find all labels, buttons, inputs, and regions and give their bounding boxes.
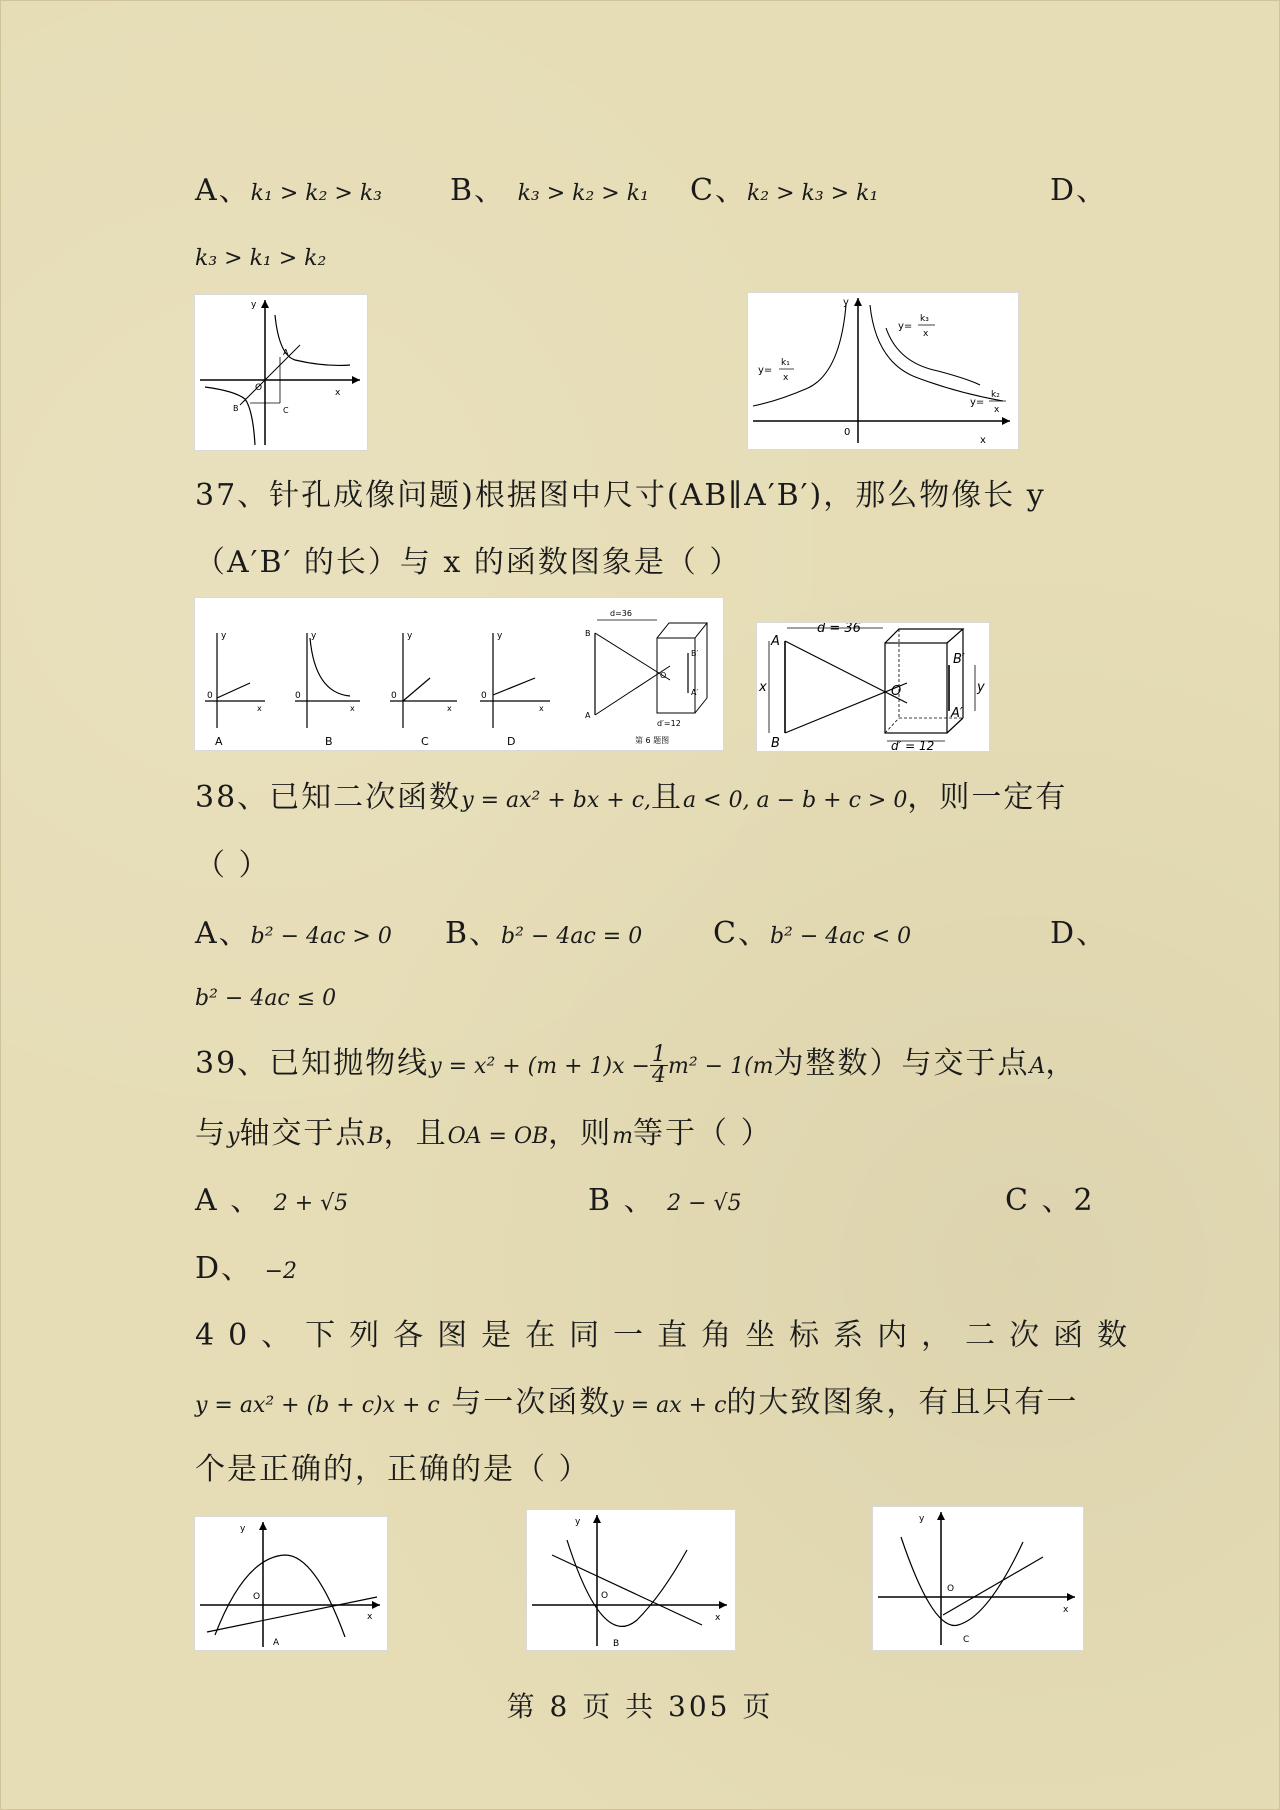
svg-text:第 6 题图: 第 6 题图	[635, 736, 670, 745]
q39-option-d-row: D、 −2	[195, 1251, 298, 1286]
svg-text:A: A	[215, 735, 223, 748]
svg-text:0: 0	[207, 691, 213, 701]
svg-text:B: B	[325, 735, 333, 748]
graph-option-b	[295, 631, 360, 748]
graph-option-a	[205, 631, 265, 748]
q40-figure-c	[873, 1507, 1083, 1650]
graph-option-a	[195, 1517, 387, 1650]
svg-text:O: O	[660, 671, 667, 680]
q39-option-a: A 、 2 + √5	[195, 1183, 349, 1218]
three-hyperbolas-diagram	[748, 293, 1018, 449]
svg-text:O: O	[601, 1591, 609, 1601]
label-y: y	[977, 680, 985, 695]
svg-text:0: 0	[295, 691, 301, 701]
svg-text:y: y	[311, 631, 317, 641]
q37-figure-options	[195, 598, 723, 750]
svg-text:O: O	[253, 1592, 261, 1602]
origin-label: 0	[844, 427, 851, 438]
q38-option-b: B、b² − 4ac = 0	[445, 916, 643, 951]
svg-text:y: y	[575, 1517, 581, 1527]
svg-text:k₃: k₃	[920, 314, 929, 324]
point-label-a: A	[283, 348, 289, 357]
svg-text:x: x	[715, 1613, 721, 1623]
axis-label-x: x	[335, 388, 341, 398]
svg-text:y: y	[240, 1524, 246, 1534]
svg-text:0: 0	[391, 691, 397, 701]
q36-option-c: C、k₂ > k₃ > k₁	[690, 173, 879, 208]
svg-text:A: A	[585, 711, 591, 720]
svg-text:y: y	[407, 631, 413, 641]
point-label-b: B	[233, 404, 239, 413]
svg-text:y=: y=	[758, 365, 773, 376]
q38-line-1: 38、已知二次函数y = ax² + bx + c,且a < 0, a − b + c > 0，则一定有	[195, 780, 1068, 815]
q37-line-1: 37、针孔成像问题)根据图中尺寸(AB∥A′B′)，那么物像长 y	[195, 478, 1046, 513]
q38-option-d: D、	[1050, 916, 1109, 951]
axis-label-x: x	[980, 435, 986, 446]
q36-option-d: D、	[1050, 173, 1109, 208]
label-d12: d′ = 12	[891, 739, 935, 751]
q40-line-3: 个是正确的，正确的是（ ）	[195, 1452, 591, 1487]
q38-option-d-math: b² − 4ac ≤ 0	[195, 986, 337, 1011]
graph-option-d	[480, 631, 550, 748]
label-a: A	[771, 634, 780, 649]
svg-text:y: y	[221, 631, 227, 641]
svg-text:x: x	[539, 704, 544, 713]
label-x: x	[759, 680, 767, 695]
svg-text:0: 0	[481, 691, 487, 701]
svg-text:B′: B′	[691, 649, 699, 658]
q39-option-c: C 、2	[1005, 1183, 1095, 1218]
label-k1	[758, 358, 794, 383]
svg-text:C: C	[963, 1635, 970, 1645]
graph-option-c	[390, 631, 457, 748]
q36-option-a: A、k₁ > k₂ > k₃	[195, 173, 382, 208]
label-d36: d = 36	[817, 623, 861, 636]
label-b-prime: B′	[953, 652, 965, 667]
q39-line-2: 与y轴交于点B，且OA = OB，则m等于（ ）	[195, 1116, 773, 1151]
label-a-prime: A′	[951, 706, 963, 721]
point-label-c: C	[283, 406, 289, 415]
svg-text:x: x	[447, 704, 452, 713]
svg-text:A: A	[273, 1638, 280, 1648]
label-b: B	[771, 736, 780, 751]
q38-line-2: （ ）	[195, 848, 271, 883]
q37-line-2: （A′B′ 的长）与 x 的函数图象是（ ）	[195, 545, 742, 580]
four-graph-options	[195, 598, 723, 750]
q36-figure-right	[748, 293, 1018, 449]
svg-text:y: y	[919, 1514, 925, 1524]
fraction-one-quarter: $\frac{1}{4}$	[651, 1041, 666, 1088]
svg-text:x: x	[257, 704, 262, 713]
q38-option-a: A、b² − 4ac > 0	[195, 916, 392, 951]
svg-text:d=36: d=36	[610, 609, 632, 618]
q39-option-b: B 、 2 − √5	[588, 1183, 742, 1218]
svg-text:x: x	[367, 1612, 373, 1622]
q40-line-2: y = ax² + (b + c)x + c 与一次函数y = ax + c的大致图象，有且只有一	[195, 1385, 1079, 1420]
svg-text:A′: A′	[691, 688, 699, 697]
mini-pinhole-diagram	[585, 609, 707, 745]
origin-label: O	[255, 383, 263, 393]
q40-figure-a	[195, 1517, 387, 1650]
svg-text:k₁: k₁	[781, 358, 790, 368]
q40-line-1: 40、下列各图是在同一直角坐标系内，二次函数	[195, 1318, 1142, 1353]
svg-text:O: O	[947, 1584, 955, 1594]
label-k3	[898, 314, 935, 339]
q36-option-b: B、 k₃ > k₂ > k₁	[450, 173, 649, 208]
q40-figure-b	[527, 1510, 735, 1650]
svg-text:y=: y=	[898, 321, 913, 332]
svg-text:x: x	[923, 329, 929, 339]
page-footer: 第 8 页 共 305 页	[506, 1690, 774, 1723]
q37-figure-pinhole	[757, 623, 989, 751]
svg-text:x: x	[994, 405, 1000, 415]
svg-text:D: D	[507, 735, 516, 748]
svg-text:y=: y=	[970, 397, 985, 408]
svg-text:B: B	[613, 1639, 620, 1649]
graph-option-b	[527, 1510, 735, 1650]
graph-option-c	[873, 1507, 1083, 1650]
pinhole-camera-diagram	[757, 623, 989, 751]
svg-text:y: y	[497, 631, 503, 641]
svg-text:B: B	[585, 629, 591, 638]
label-o: O	[891, 684, 902, 699]
svg-text:x: x	[783, 373, 789, 383]
q36-option-d-math: k₃ > k₁ > k₂	[195, 246, 327, 271]
axis-label-y: y	[843, 297, 849, 308]
svg-text:k₂: k₂	[991, 390, 1000, 400]
axis-label-y: y	[251, 300, 257, 310]
q39-line-1: 39、已知抛物线y = x² + (m + 1)x − $\frac{1}{4}$ m² − 1(m为整数）与交于点A，	[195, 1041, 1078, 1088]
svg-text:d′=12: d′=12	[657, 719, 681, 728]
q36-figure-left	[195, 295, 367, 450]
label-k2	[970, 390, 1006, 415]
svg-text:C: C	[421, 735, 429, 748]
hyperbola-diagram	[195, 295, 367, 450]
svg-text:x: x	[1063, 1605, 1069, 1615]
q38-option-c: C、b² − 4ac < 0	[713, 916, 912, 951]
svg-text:x: x	[350, 704, 355, 713]
